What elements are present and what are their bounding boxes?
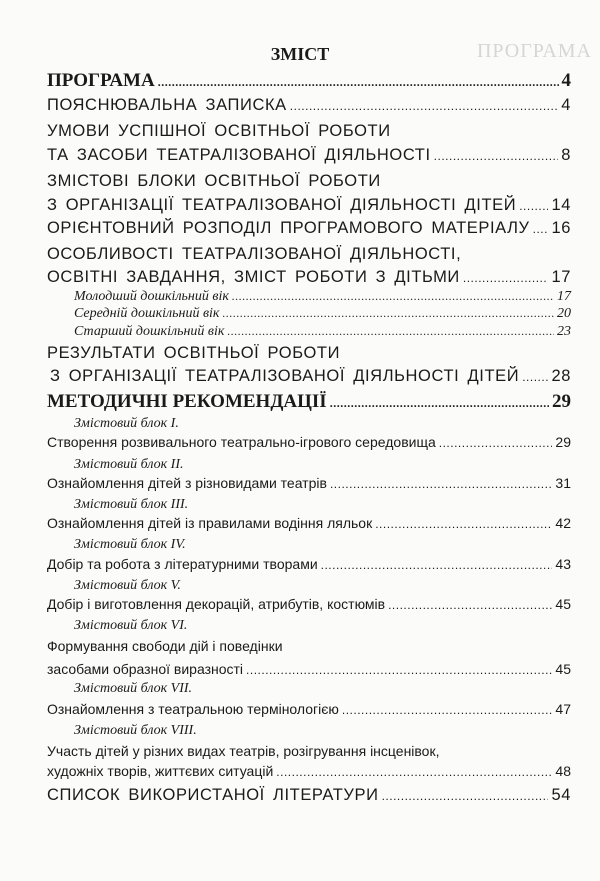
toc-entry-block-3[interactable]: [47, 515, 571, 531]
dot-leader: [434, 149, 559, 163]
entry-page: 8: [561, 146, 571, 164]
entry-page: 45: [555, 596, 571, 612]
entry-page: 54: [551, 786, 571, 804]
entry-text: ОСОБЛИВОСТІ ТЕАТРАЛІЗОВАНОЇ ДІЯЛЬНОСТІ,: [47, 245, 462, 263]
entry-text: МЕТОДИЧНІ РЕКОМЕНДАЦІЇ: [47, 391, 327, 412]
dot-leader: [342, 703, 553, 717]
toc-entry-block-8-line1[interactable]: [47, 743, 571, 759]
dot-leader: [533, 222, 549, 236]
dot-leader: [330, 396, 549, 411]
entry-text: художніх творів, життєвих ситуацій: [47, 763, 274, 779]
block-label-3: Змістовий блок III.: [74, 497, 189, 512]
entry-text: З ОРГАНІЗАЦІЇ ТЕАТРАЛІЗОВАНОЇ ДІЯЛЬНОСТІ ДІТЕЙ: [50, 367, 520, 385]
toc-entry-molodshyi[interactable]: [74, 289, 571, 305]
toc-entry-rezultaty[interactable]: [50, 367, 571, 386]
entry-text: Формування свободи дій і поведінки: [47, 638, 283, 654]
entry-page: 4: [561, 70, 571, 91]
entry-text: Участь дітей у різних видах театрів, розігрування інсценівок,: [47, 743, 440, 759]
bleed-through-heading: ПРОГРАМА: [476, 40, 592, 62]
entry-text: РЕЗУЛЬТАТИ ОСВІТНЬОЇ РОБОТИ: [47, 344, 341, 362]
toc-entry-serednii[interactable]: [74, 306, 571, 322]
entry-page: 43: [555, 556, 571, 572]
toc-entry-block-7[interactable]: [47, 701, 571, 717]
toc-entry-literatura[interactable]: [47, 786, 571, 805]
entry-text: Молодший дошкільний вік: [74, 289, 229, 304]
block-label-8: Змістовий блок VIII.: [74, 723, 197, 738]
entry-page: 16: [551, 219, 571, 237]
entry-page: 4: [561, 96, 571, 114]
block-label-2: Змістовий блок II.: [74, 457, 184, 472]
toc-entry-block-8[interactable]: [47, 763, 571, 779]
entry-page: 14: [551, 196, 571, 214]
entry-text: ЗМІСТОВІ БЛОКИ ОСВІТНЬОЇ РОБОТИ: [47, 172, 381, 190]
toc-entry-block-5[interactable]: [47, 596, 571, 612]
toc-entry-starshyi[interactable]: [74, 324, 571, 340]
entry-text: Ознайомлення дітей з різновидами театрів: [47, 475, 327, 491]
dot-leader: [222, 306, 554, 321]
entry-page: 42: [555, 515, 571, 531]
entry-page: 29: [552, 391, 571, 412]
entry-page: 48: [555, 763, 571, 779]
dot-leader: [290, 99, 558, 113]
dot-leader: [439, 436, 553, 450]
entry-text: ОСВІТНІ ЗАВДАННЯ, ЗМІСТ РОБОТИ З ДІТЬМИ: [47, 268, 460, 286]
block-label-4: Змістовий блок IV.: [74, 537, 186, 552]
block-label-7: Змістовий блок VII.: [74, 681, 193, 696]
entry-page: 23: [557, 324, 571, 339]
entry-text: ПРОГРАМА: [47, 70, 155, 91]
entry-page: 28: [551, 367, 571, 385]
entry-text: СПИСОК ВИКОРИСТАНОЇ ЛІТЕРАТУРИ: [47, 786, 379, 804]
entry-page: 17: [551, 268, 571, 286]
entry-text: засобами образної виразності: [47, 661, 244, 677]
dot-leader: [276, 765, 552, 779]
entry-text: ТА ЗАСОБИ ТЕАТРАЛІЗОВАНОЇ ДІЯЛЬНОСТІ: [47, 146, 431, 164]
entry-page: 31: [555, 475, 571, 491]
toc-entry-metodychni[interactable]: [47, 391, 571, 413]
dot-leader: [519, 199, 548, 213]
dot-leader: [463, 271, 549, 285]
entry-page: 47: [555, 701, 571, 717]
dot-leader: [330, 477, 552, 491]
entry-text: ПОЯСНЮВАЛЬНА ЗАПИСКА: [47, 96, 287, 114]
toc-entry-block-2[interactable]: [47, 475, 571, 491]
entry-text: Ознайомлення з театральною термінологією: [47, 701, 339, 717]
dot-leader: [227, 324, 554, 339]
entry-text: ОРІЄНТОВНИЙ РОЗПОДІЛ ПРОГРАМОВОГО МАТЕРІАЛУ: [47, 219, 530, 237]
toc-entry-block-6-line1[interactable]: [47, 638, 571, 654]
entry-text: Середній дошкільний вік: [74, 306, 220, 321]
block-label-6: Змістовий блок VI.: [74, 618, 188, 633]
entry-text: Добір і виготовлення декорацій, атрибутів, костюмів: [47, 596, 386, 612]
entry-page: 29: [555, 434, 571, 450]
dot-leader: [382, 789, 549, 803]
entry-page: 17: [557, 289, 571, 304]
dot-leader: [232, 289, 554, 304]
entry-text: Добір та робота з літературними творами: [47, 556, 318, 572]
entry-text: Створення розвивального театрально-ігрового середовища: [47, 434, 436, 450]
dot-leader: [522, 370, 548, 384]
block-label-5: Змістовий блок V.: [74, 578, 181, 593]
entry-page: 20: [557, 306, 571, 321]
entry-text: Старший дошкільний вік: [74, 324, 225, 339]
toc-entry-programa[interactable]: [47, 70, 571, 92]
dot-leader: [158, 75, 559, 90]
toc-entry-umovy[interactable]: [47, 146, 571, 165]
toc-entry-orientovnyi[interactable]: [47, 219, 571, 238]
toc-entry-poyasniuvalna[interactable]: [47, 96, 571, 115]
entry-text: УМОВИ УСПІШНОЇ ОСВІТНЬОЇ РОБОТИ: [47, 122, 391, 140]
toc-entry-block-1[interactable]: [47, 434, 571, 450]
page-title: ЗМІСТ: [270, 44, 330, 64]
dot-leader: [375, 517, 552, 531]
toc-entry-zmistovi[interactable]: [47, 196, 571, 215]
block-label-1: Змістовий блок I.: [74, 416, 179, 431]
toc-entry-zmistovi-line1[interactable]: [47, 172, 571, 191]
dot-leader: [388, 598, 552, 612]
entry-text: З ОРГАНІЗАЦІЇ ТЕАТРАЛІЗОВАНОЇ ДІЯЛЬНОСТІ ДІТЕЙ: [47, 196, 517, 214]
toc-entry-rezultaty-line1[interactable]: [47, 344, 571, 363]
entry-text: Ознайомлення дітей із правилами водіння ляльок: [47, 515, 373, 531]
dot-leader: [246, 663, 552, 677]
toc-entry-umovy-line1[interactable]: [47, 122, 571, 141]
toc-entry-block-6[interactable]: [47, 661, 571, 677]
toc-entry-osoblyvosti[interactable]: [47, 268, 571, 287]
toc-entry-osoblyvosti-line1[interactable]: [47, 245, 571, 264]
toc-entry-block-4[interactable]: [47, 556, 571, 572]
dot-leader: [321, 558, 553, 572]
entry-page: 45: [555, 661, 571, 677]
